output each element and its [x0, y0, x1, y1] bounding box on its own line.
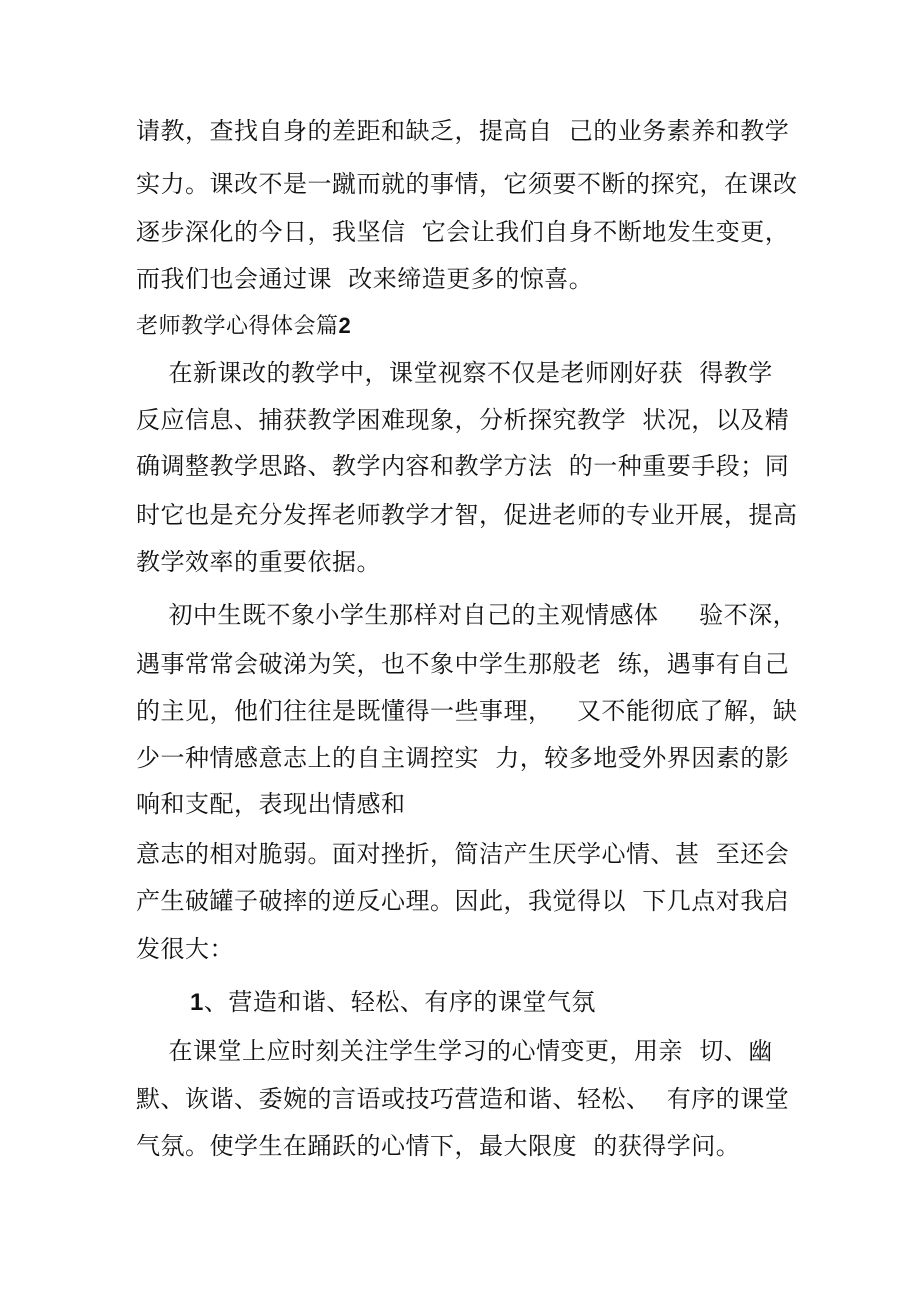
paragraph-2-line-2: 反应信息、捕获教学困难现象，分析探究教学 状况，以及精	[136, 406, 790, 434]
section-heading-text: 老师教学心得体会篇	[136, 314, 339, 339]
paragraph-1-line-1: 请教，查找自身的差距和缺乏，提高自 己的业务素养和教学	[136, 117, 790, 145]
item-heading	[190, 986, 596, 1019]
paragraph-1-line-3: 逐步深化的今日，我坚信 它会让我们自身不断地发生变更，	[136, 218, 790, 246]
paragraph-1-line-2: 实力。课改不是一蹴而就的事情，它须要不断的探究，在课改	[136, 170, 798, 198]
section-heading-number: 2	[338, 313, 352, 338]
paragraph-3-line-7: 产生破罐子破摔的逆反心理。因此，我觉得以 下几点对我启	[136, 887, 790, 915]
paragraph-3-line-6: 意志的相对脆弱。面对挫折，简洁产生厌学心情、甚 至还会	[136, 840, 790, 868]
paragraph-4-line-2: 默、诙谐、委婉的言语或技巧营造和谐、轻松、 有序的课堂	[136, 1085, 790, 1113]
paragraph-1-line-4: 而我们也会通过课 改来缔造更多的惊喜。	[136, 265, 594, 293]
section-heading	[136, 310, 351, 343]
item-heading-number: 1	[190, 989, 204, 1016]
paragraph-2-line-1: 在新课改的教学中，课堂视察不仅是老师刚好获 得教学	[136, 359, 773, 387]
paragraph-3-line-8: 发很大：	[136, 935, 234, 963]
paragraph-3-line-5: 响和支配，表现出情感和	[136, 790, 406, 818]
paragraph-3-line-4: 少一种情感意志上的自主调控实 力，较多地受外界因素的影	[136, 744, 790, 772]
paragraph-4-line-3: 气氛。使学生在踊跃的心情下，最大限度 的获得学问。	[136, 1132, 741, 1160]
paragraph-3-line-2: 遇事常常会破涕为笑，也不象中学生那般老 练，遇事有自己	[136, 650, 790, 678]
paragraph-4-line-1: 在课堂上应时刻关注学生学习的心情变更，用亲 切、幽	[136, 1037, 773, 1065]
item-heading-text: 、营造和谐、轻松、有序的课堂气氛	[203, 988, 596, 1016]
paragraph-2-line-4: 时它也是充分发挥老师教学才智，促进老师的专业开展，提高	[136, 501, 798, 529]
paragraph-3-line-1: 初中生既不象小学生那样对自己的主观情感体 验不深，	[136, 601, 798, 629]
paragraph-2-line-5: 教学效率的重要依据。	[136, 548, 381, 576]
paragraph-3-line-3: 的主见，他们往往是既懂得一些事理， 又不能彻底了解，缺	[136, 697, 798, 725]
paragraph-2-line-3: 确调整教学思路、教学内容和教学方法 的一种重要手段；同	[136, 452, 790, 480]
